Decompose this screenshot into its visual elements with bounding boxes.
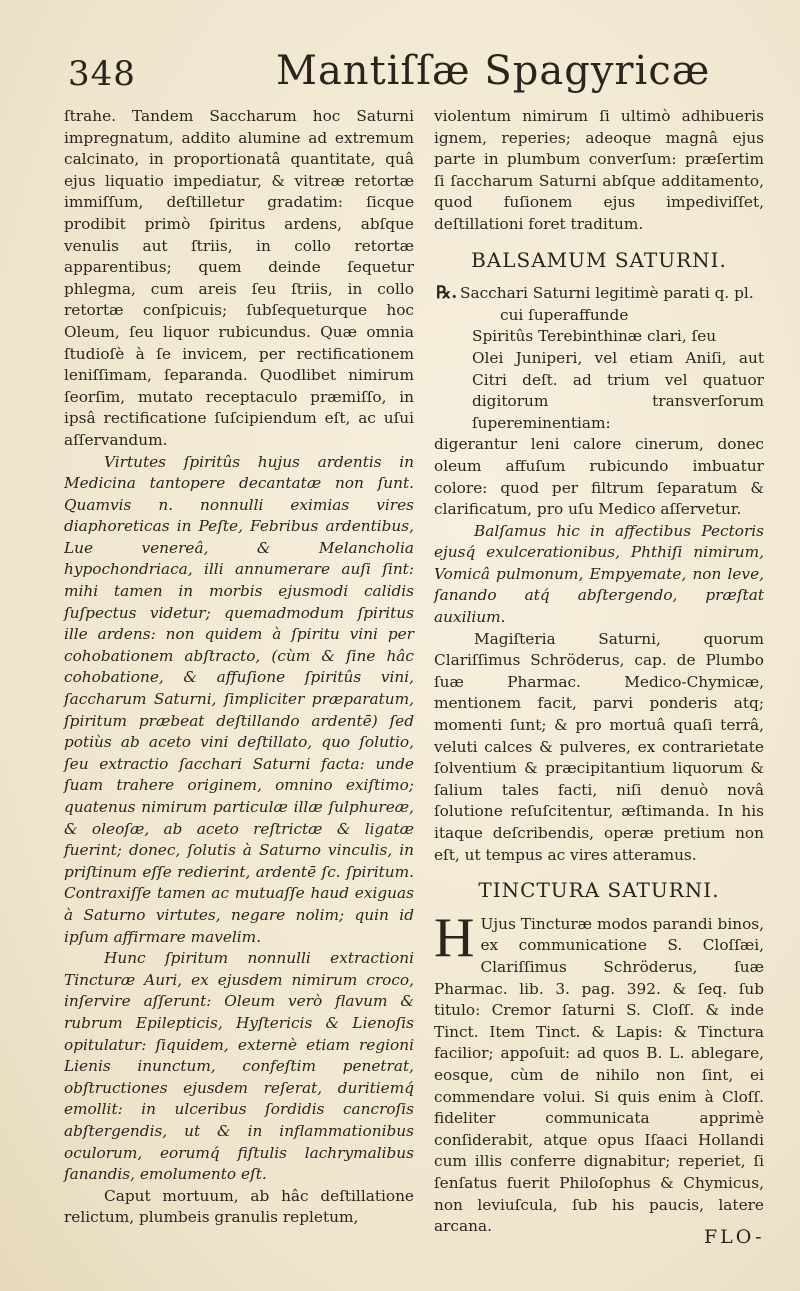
page-header <box>0 48 800 108</box>
running-title: Mantiſſæ Spagyricæ <box>276 48 711 94</box>
recipe-line: Sacchari Saturni legitimè parati q. pl. <box>460 284 754 303</box>
section-heading-balsamum: BALSAMUM SATURNI. <box>471 247 727 272</box>
catchword: FLO- <box>704 1226 765 1248</box>
right-paragraph-1: violentum nimirum ſi ultimò adhibueris ignem, reperies; adeoque magnâ ejus parte in plumbum converſum: præſertim ſi ſaccharum Saturni abſque additamento, quod fuſionem ejus impediviſſet, deſtillationi foret traditum. <box>434 107 764 233</box>
left-paragraph-3: Hunc ſpiritum nonnulli extractioni Tincturæ Auri, ex ejusdem nimirum croco, inſervire aſſerunt: Oleum verò flavum & rubrum Epilepticis, Hyſtericis & Lienoſis opitulatur: ſiquidem, externè etiam regioni Lienis inunctum, confeſtim penetrat, obſtructiones ejusdem reſerat, duritiemq́ emollit: in ulceribus ſordidis cancroſis abſtergendis, ut & in inflammationibus oculorum, eorumq́ fiſtulis lachrymalibus ſanandis, emolumento eſt. <box>64 949 414 1184</box>
recipe-block <box>434 283 764 434</box>
right-paragraph-5 <box>434 906 764 1238</box>
right-paragraph-2: digerantur leni calore cinerum, donec oleum affuſum rubicundo imbuatur colore: quod per filtrum ſeparatum & clarificatum, pro uſu Medico aſſervetur. <box>434 435 764 519</box>
recipe-line: cui ſuperaffunde <box>500 305 629 324</box>
recipe-line: Olei Juniperi, vel etiam Aniſi, aut Citri deſt. ad trium vel quatuor digitorum transverſorum ſupereminentiam: <box>472 348 764 432</box>
section-heading-tinctura: TINCTURA SATURNI. <box>478 878 720 903</box>
drop-cap: H <box>434 906 475 969</box>
right-paragraph-3: Balſamus hic in affectibus Pectoris ejusq́ exulcerationibus, Phthiſi nimirum, Vomicâ pulmonum, Empyemate, non leve, ſanando atq́ abſtergendo, præſtat auxilium. <box>434 521 764 627</box>
left-paragraph-4: Caput mortuum, ab hâc deſtillatione relictum, plumbeis granulis repletum, <box>64 1186 414 1227</box>
right-paragraph-4: Magiſteria Saturni, quorum Clariſſimus Schröderus, cap. de Plumbo ſuæ Pharmac. Medico-Chymicæ, mentionem facit, parvi ponderis atq; momenti ſunt; & pro mortuâ quaſi terrâ, veluti calces & pulveres, ex contrarietate ſolventium & præcipitantium liquorum & ſalium tales facti, niſi denuò novâ ſolutione reſuſcitentur, æſtimanda. In his itaque deſcribendis, operæ pretium non eſt, ut tempus ac vires atteramus. <box>434 629 764 864</box>
left-column <box>64 106 414 1229</box>
recipe-line: Spiritûs Terebinthinæ clari, ſeu <box>472 327 717 346</box>
left-paragraph-1: ſtrahe. Tandem Saccharum hoc Saturni impregnatum, addito alumine ad extremum calcinato, in proportionatâ quantitate, quâ ejus liquatio impediatur, & vitreæ retortæ immiſſum, deſtilletur gradatim: ſicque prodibit primò ſpiritus ardens, abſque venulis aut ſtriis, in collo retortæ apparentibus; quem deinde ſequetur phlegma, cum areis ſeu ſtriis, in collo retortæ conſpicuis; ſubſequeturque hoc Oleum, ſeu liquor rubicundus. Quæ omnia ſtudioſè à ſe invicem, per rectificationem leniſſimam, ſeparanda. Quodlibet nimirum ſeorſim, mutato receptaculo præmiſſo, in ipsâ rectificatione ſuſcipiendum eſt, ac uſui aſſervandum. <box>64 107 414 449</box>
page-number: 348 <box>68 54 136 94</box>
recipe-symbol: ℞. <box>436 283 458 304</box>
left-paragraph-2: Virtutes ſpiritûs hujus ardentis in Medicina tantopere decantatæ non ſunt. Quamvis n. nonnulli eximias vires diaphoreticas in Peſte, Febribus ardentibus, Lue venereâ, & Melancholia hypochondriaca, illi annumerare auſi ſint: mihi tamen in morbis ejusmodi calidis ſuſpectus videtur; quemadmodum ſpiritus ille ardens: non quidem à ſpiritu vini per cohobationem abſtracto, (cùm & ſine hâc cohobatione, & affuſione ſpiritûs vini, ſaccharum Saturni, ſimpliciter præparatum, ſpiritum præbeat deſtillando ardentē) ſed potiùs ab aceto vini deſtillato, quo ſolutio, ſeu extractio ſacchari Saturni facta: unde ſuam trahere originem, omnino exiſtimo; quatenus nimirum particulæ illæ ſulphureæ, & oleoſæ, ab aceto reſtrictæ & ligatæ fuerint; donec, ſolutis à Saturno vinculis, in priſtinum eſſe redierint, ardentē ſc. ſpiritum. Contraxiſſe tamen ac mutuaſſe haud exiguas à Saturno virtutes, negare nolim; quin id ipſum affirmare mavelim. <box>64 452 414 946</box>
tinctura-text: Ujus Tincturæ modos parandi binos, ex communicatione S. Cloſſæi, Clariſſimus Schröderus, ſuæ Pharmac. lib. 3. pag. 392. & ſeq. ſub titulo: Cremor ſaturni S. Cloſſ. & inde Tinct. Item Tinct. & Lapis: & Tinctura facilior; appoſuit: ad quos B. L. ablegare, eosque, cùm de nihilo non ſint, ei commendare volui. Si quis enim à Cloſſ. fideliter communicata apprimè conſiderabit, atque opus Iſaaci Hollandi cum illis conferre dignabitur; reperiet, ſi ſenſatus fuerit Philoſophus & Chymicus, non leviuſcula, ſub his paucis, latere arcana. <box>434 914 764 1236</box>
right-column <box>434 106 764 1238</box>
